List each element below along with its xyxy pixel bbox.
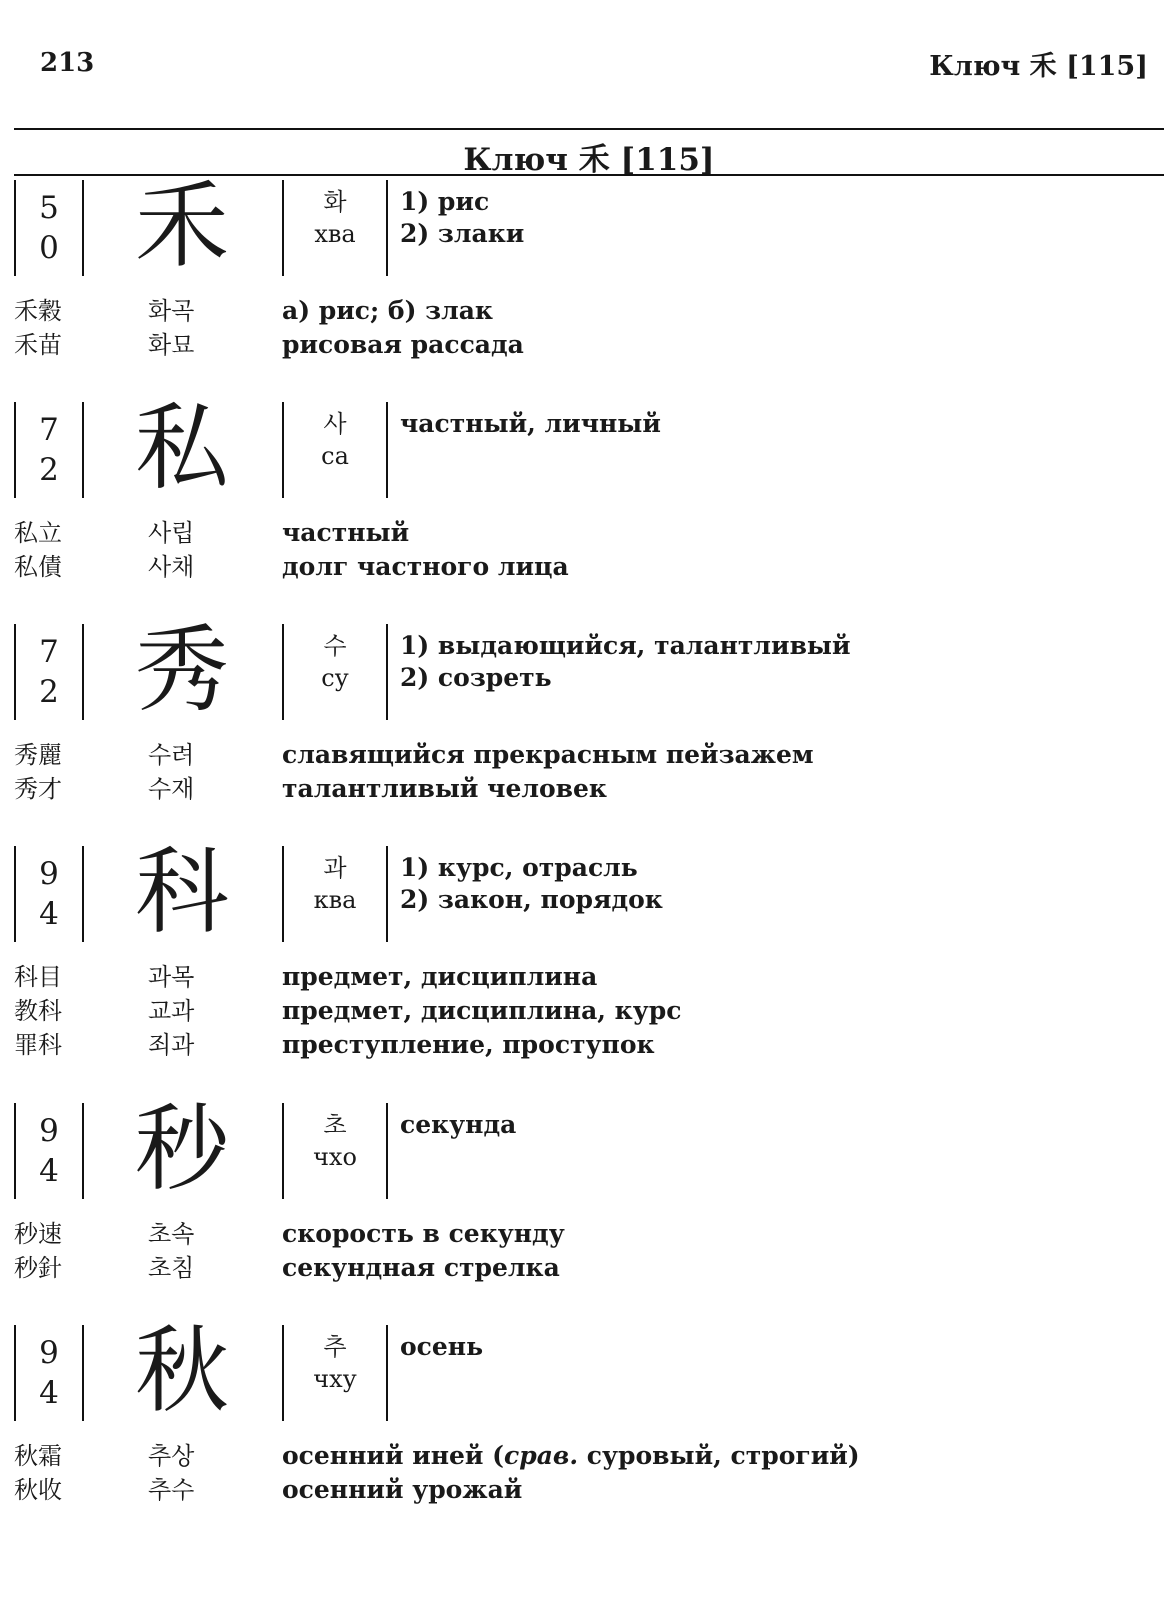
reading-hangul: 추 [323, 1333, 347, 1361]
section-title-bar [14, 128, 1164, 176]
compound-row [14, 772, 1164, 806]
stroke-code-bottom: 4 [39, 896, 59, 932]
compound-hanja: 秋收 [14, 1476, 62, 1504]
compound-translation [282, 1439, 860, 1473]
stroke-code-top: 7 [39, 634, 59, 670]
compound-row [14, 738, 1164, 772]
reading-hangul: 초 [323, 1111, 347, 1139]
compound-hanja: 秒針 [14, 1254, 62, 1282]
headword-character: 秒 [134, 1095, 229, 1204]
compound-translation: частный [282, 518, 410, 547]
compound-list [14, 1439, 1164, 1507]
compound-hanja: 私債 [14, 553, 62, 581]
compound-hangul: 초침 [148, 1254, 195, 1282]
reading-cyrillic: чхо [313, 1143, 357, 1171]
compound-row [14, 994, 1164, 1028]
compound-row [14, 1439, 1164, 1473]
compound-hangul: 초속 [148, 1220, 195, 1248]
meaning-line: 2) созреть [400, 663, 552, 692]
compound-row [14, 328, 1164, 362]
meaning-line: 1) рис [400, 187, 490, 216]
compound-translation: преступление, проступок [282, 1030, 655, 1059]
reading [282, 1325, 388, 1421]
page-header [0, 0, 1164, 110]
reading-hangul: 과 [323, 854, 347, 882]
meaning-line: 1) выдающийся, талантливый [400, 631, 851, 660]
compound-row [14, 960, 1164, 994]
meanings [400, 630, 1100, 694]
compound-translation: предмет, дисциплина [282, 962, 598, 991]
reading-cyrillic: са [321, 442, 349, 470]
compound-list [14, 294, 1164, 362]
stroke-code [14, 624, 84, 720]
reading [282, 624, 388, 720]
stroke-code [14, 402, 84, 498]
compound-hangul: 추상 [148, 1442, 195, 1470]
meaning-line: осень [400, 1332, 484, 1361]
running-head: Ключ 禾 [115] [929, 51, 1148, 82]
reading-cyrillic: ква [313, 886, 357, 914]
compound-hangul: 수재 [148, 775, 195, 803]
translation-text: суровый, строгий) [578, 1441, 860, 1470]
compound-hanja: 教科 [14, 997, 62, 1025]
headword-character: 私 [134, 394, 229, 503]
compound-row [14, 294, 1164, 328]
compound-hangul: 교과 [148, 997, 195, 1025]
compound-list [14, 738, 1164, 806]
compound-translation: талантливый человек [282, 774, 607, 803]
compound-hangul: 사립 [148, 519, 195, 547]
compound-hanja: 秋霜 [14, 1442, 62, 1470]
reading-hangul: 수 [323, 632, 347, 660]
reading-hangul: 화 [323, 188, 347, 216]
headword-character: 科 [134, 838, 229, 947]
stroke-code [14, 1103, 84, 1199]
reading [282, 1103, 388, 1199]
stroke-code-top: 9 [39, 1335, 59, 1371]
compound-hanja: 秒速 [14, 1220, 62, 1248]
compound-row [14, 1473, 1164, 1507]
reading [282, 846, 388, 942]
stroke-code-top: 7 [39, 412, 59, 448]
section-title: Ключ 禾 [115] [463, 142, 715, 178]
reading-cyrillic: чху [313, 1365, 357, 1393]
meanings [400, 186, 1100, 250]
stroke-code-top: 5 [39, 190, 59, 226]
compound-translation: а) рис; б) злак [282, 296, 493, 325]
compound-translation: осенний урожай [282, 1475, 523, 1504]
stroke-code-bottom: 4 [39, 1153, 59, 1189]
page-number: 213 [40, 48, 95, 78]
compound-hanja: 私立 [14, 519, 62, 547]
reading-hangul: 사 [323, 410, 347, 438]
meanings [400, 852, 1100, 916]
meanings [400, 1331, 1100, 1363]
compound-hanja: 科目 [14, 963, 62, 991]
compound-row [14, 1028, 1164, 1062]
stroke-code [14, 1325, 84, 1421]
headword-character: 秋 [134, 1317, 229, 1426]
compound-translation: долг частного лица [282, 552, 569, 581]
compound-hangul: 화묘 [148, 331, 195, 359]
compound-hangul: 화곡 [148, 297, 195, 325]
stroke-code-bottom: 4 [39, 1375, 59, 1411]
compound-row [14, 550, 1164, 584]
compound-hangul: 과목 [148, 963, 195, 991]
meanings [400, 408, 1100, 440]
compound-row [14, 1251, 1164, 1285]
stroke-code [14, 180, 84, 276]
compound-hangul: 수려 [148, 741, 195, 769]
stroke-code-bottom: 2 [39, 452, 59, 488]
compound-list [14, 1217, 1164, 1285]
compound-translation: предмет, дисциплина, курс [282, 996, 682, 1025]
compound-translation: секундная стрелка [282, 1253, 560, 1282]
stroke-code-bottom: 0 [39, 230, 59, 266]
reading [282, 180, 388, 276]
headword-character: 秀 [134, 616, 229, 725]
reading-cyrillic: хва [314, 220, 356, 248]
compound-hangul: 사채 [148, 553, 195, 581]
reading-cyrillic: су [321, 664, 349, 692]
compound-hanja: 罪科 [14, 1031, 62, 1059]
compound-list [14, 960, 1164, 1062]
stroke-code [14, 846, 84, 942]
stroke-code-top: 9 [39, 856, 59, 892]
compound-hangul: 추수 [148, 1476, 195, 1504]
compound-hanja: 禾苗 [14, 331, 62, 359]
compound-hangul: 죄과 [148, 1031, 195, 1059]
stroke-code-top: 9 [39, 1113, 59, 1149]
headword-character: 禾 [134, 172, 229, 281]
stroke-code-bottom: 2 [39, 674, 59, 710]
meaning-line: 2) закон, порядок [400, 885, 663, 914]
compound-hanja: 秀麗 [14, 741, 62, 769]
meaning-line: 1) курс, отрасль [400, 853, 638, 882]
compound-translation: скорость в секунду [282, 1219, 565, 1248]
meanings [400, 1109, 1100, 1141]
translation-text: осенний иней ( [282, 1441, 505, 1470]
meaning-line: частный, личный [400, 409, 661, 438]
compound-list [14, 516, 1164, 584]
meaning-line: 2) злаки [400, 219, 525, 248]
compound-hanja: 禾穀 [14, 297, 62, 325]
compound-hanja: 秀才 [14, 775, 62, 803]
translation-note: срав. [504, 1441, 579, 1470]
compound-row [14, 1217, 1164, 1251]
compound-translation: рисовая рассада [282, 330, 524, 359]
reading [282, 402, 388, 498]
compound-row [14, 516, 1164, 550]
compound-translation: славящийся прекрасным пейзажем [282, 740, 814, 769]
meaning-line: секунда [400, 1110, 517, 1139]
